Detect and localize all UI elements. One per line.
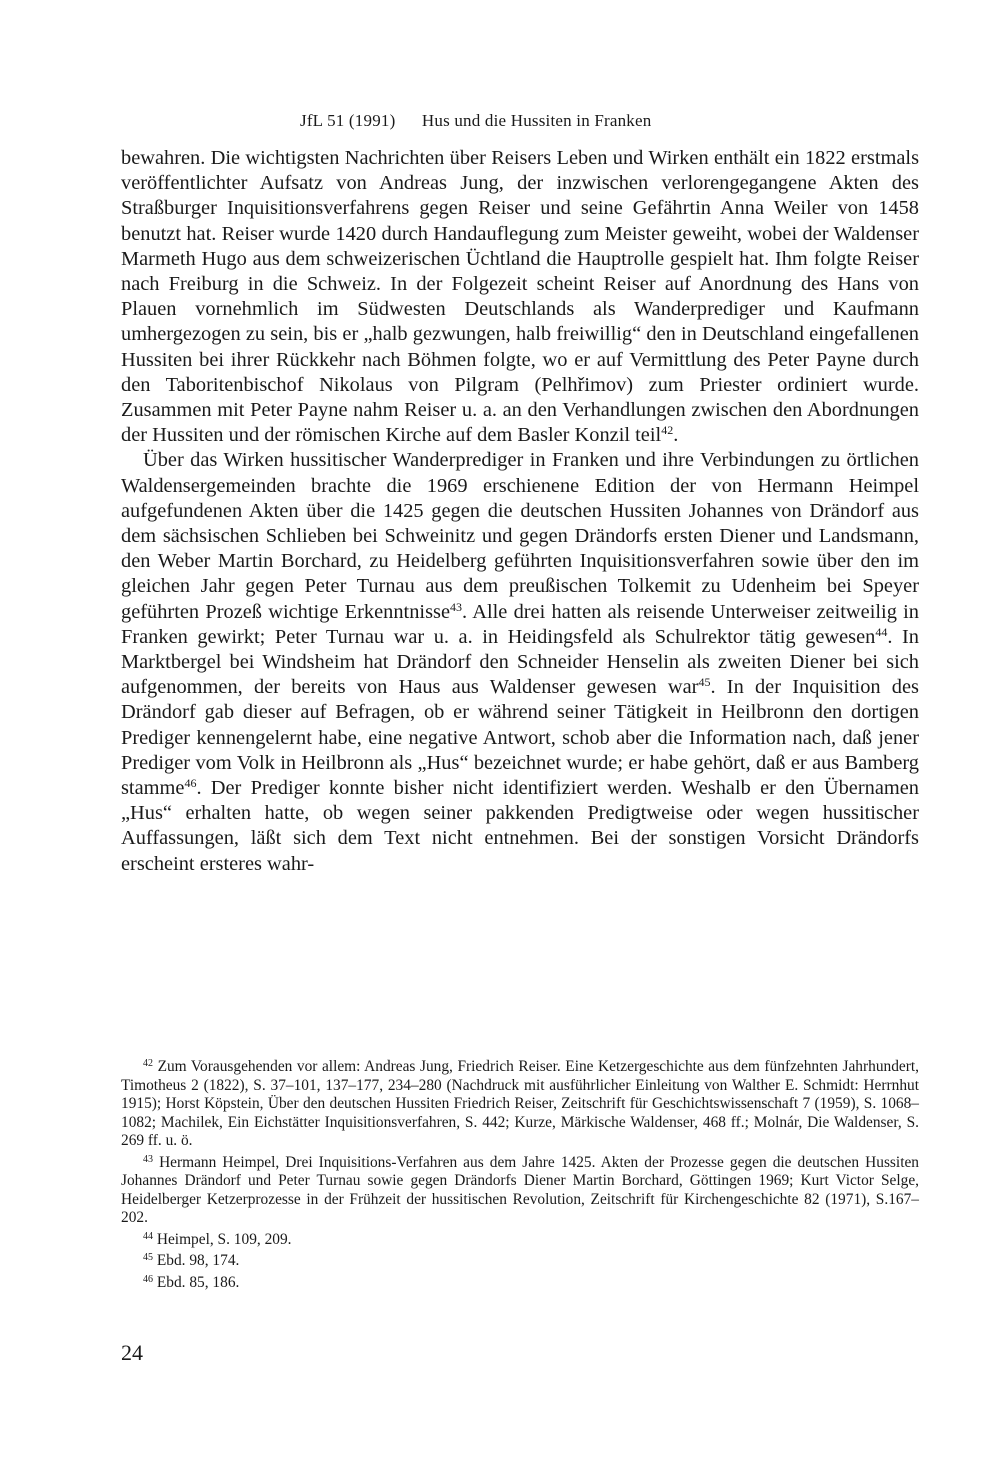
paragraph-2	[121, 448, 919, 876]
paragraph-1	[121, 146, 919, 448]
footnote-ref-42[interactable]: 42	[661, 423, 674, 438]
footnote-text: Ebd. 98, 174.	[156, 1252, 240, 1269]
paragraph-2-text-b: . Alle drei hatten als reisende Unterweiser zeitweilig in Franken gewirkt; Peter Turnau war u. a. in Heidingsfeld als Schulrektor tätig gewesen	[121, 600, 919, 648]
footnotes	[121, 1058, 919, 1295]
footnote-text: Hermann Heimpel, Drei Inquisitions-Verfahren aus dem Jahre 1425. Akten der Prozesse gegen die deutschen Hussiten Johannes Drändorf und Peter Turnau sowie gegen Drändorfs Diener Martin Borchard, Göttingen 1969; Kurt Victor Selge, Heidelberger Ketzerprozesse in der Frühzeit der hussitischen Revolution, Zeitschrift für Kirchengeschichte 82 (1971), S.167–202.	[121, 1153, 919, 1226]
footnote-text: Ebd. 85, 186.	[156, 1273, 240, 1291]
footnote-43	[121, 1154, 919, 1228]
paragraph-1-text: bewahren. Die wichtigsten Nachrichten über Reisers Leben und Wirken enthält ein 1822 erstmals veröffentlichter Aufsatz von Andreas Jung, der inzwischen verlorengegangene Akten des Straßburger Inquisitionsverfahrens gegen Reiser und seine Gefährtin Anna Weiler von 1458 benutzt hat. Reiser wurde 1420 durch Handauflegung zum Meister geweiht, wobei der Waldenser Marmeth Hugo aus dem schweizerischen Üchtland die Hauptrolle gespielt hat. Ihm folgte Reiser nach Freiburg in die Schweiz. In der Folgezeit scheint Reiser auf Anordnung des Hans von Plauen vornehmlich im Südwesten Deutschlands als Wanderprediger und Kaufmann umhergezogen zu sein, bis er „halb gezwungen, halb freiwillig“ den in Deutschland eingefallenen Hussiten bei ihrer Rückkehr nach Böhmen folgte, wo er auf Vermittlung des Peter Payne durch den Taboritenbischof Nikolaus von Pilgram (Pelhřimov) zum Priester ordiniert wurde. Zusammen mit Peter Payne nahm Reiser u. a. an den Verhandlungen zwischen den Abordnungen der Hussiten und der römischen Kirche auf dem Basler Konzil teil	[121, 147, 919, 447]
footnote-number: 42	[143, 1058, 153, 1069]
footnote-text: Zum Vorausgehenden vor allem: Andreas Jung, Friedrich Reiser. Eine Ketzergeschichte aus dem fünfzehnten Jahrhundert, Timotheus 2 (1822), S. 37–101, 137–177, 234–280 (Nachdruck mit ausführlicher Einleitung von Walther E. Schmidt: Herrnhut 1915); Horst Köpstein, Über den deutschen Hussiten Friedrich Reiser, Zeitschrift für Geschichtswissenschaft 7 (1959), S. 1068–1082; Machilek, Ein Eichstätter Inquisitionsverfahren, S. 442; Kurze, Märkische Waldenser, 468 ff.; Molnár, Die Waldenser, S. 269 ff. u. ö.	[121, 1058, 919, 1149]
body-text	[121, 146, 919, 877]
footnote-number: 45	[143, 1252, 153, 1263]
page-number: 24	[121, 1340, 143, 1365]
running-head-title: Hus und die Hussiten in Franken	[421, 111, 652, 130]
footnote-number: 46	[143, 1273, 153, 1285]
footnote-45	[121, 1252, 919, 1271]
footnote-ref-46[interactable]: 46	[184, 776, 197, 791]
footnote-ref-45[interactable]: 45	[698, 675, 711, 690]
running-head	[300, 111, 800, 131]
footnote-ref-43[interactable]: 43	[450, 599, 463, 614]
footnote-number: 43	[143, 1153, 153, 1165]
paragraph-2-text-d: . In der Inquisition des Drändorf gab dieser auf Befragen, ob er während seiner Tätigkeit in Heilbronn den dortigen Prediger kennengelernt habe, eine negative Antwort, schob aber die Information nach, daß jener Prediger vom Volk in Heilbronn als „Hus“ bezeichnet wurde; er habe gehört, daß er aus Bamberg stamme	[121, 676, 919, 800]
footnote-44	[121, 1231, 919, 1250]
footnote-46	[121, 1274, 919, 1293]
paragraph-1-end: .	[673, 424, 679, 447]
footnote-42	[121, 1058, 919, 1151]
paragraph-2-text-e: . Der Prediger konnte bisher nicht identifiziert werden. Weshalb er den Übernamen „Hus“ erhalten hatte, ob wegen seiner pakkenden Predigtweise oder wegen hussitischer Auffassungen, läßt sich dem Text nicht entnehmen. Bei der sonstigen Vorsicht Drändorfs erscheint ersteres wahr-	[121, 777, 919, 875]
footnote-ref-44[interactable]: 44	[875, 624, 888, 639]
footnote-text: Heimpel, S. 109, 209.	[156, 1230, 292, 1248]
paragraph-2-text-a: Über das Wirken hussitischer Wanderprediger in Franken und ihre Verbindungen zu örtlichen Waldensergemeinden brachte die 1969 erschienene Edition der von Hermann Heimpel aufgefundenen Akten über die 1425 gegen die deutschen Hussiten Johannes von Drändorf aus dem sächsischen Schlieben bei Schweinitz und gegen Drändorfs ersten Diener und Landsmann, den Weber Martin Borchard, zu Heidelberg geführten Inquisitionsverfahren sowie über den im gleichen Jahr gegen Peter Turnau aus dem preußischen Tolkemit zu Udenheim bei Speyer geführten Prozeß wichtige Erkenntnisse	[121, 449, 919, 623]
footnote-number: 44	[143, 1230, 153, 1242]
paragraph-2-text-c: . In Marktbergel bei Windsheim hat Drändorf den Schneider Henselin als zweiten Diener bei sich aufgenommen, der bereits von Haus aus Waldenser gewesen war	[121, 625, 919, 699]
running-head-journal: JfL 51 (1991)	[300, 111, 396, 130]
